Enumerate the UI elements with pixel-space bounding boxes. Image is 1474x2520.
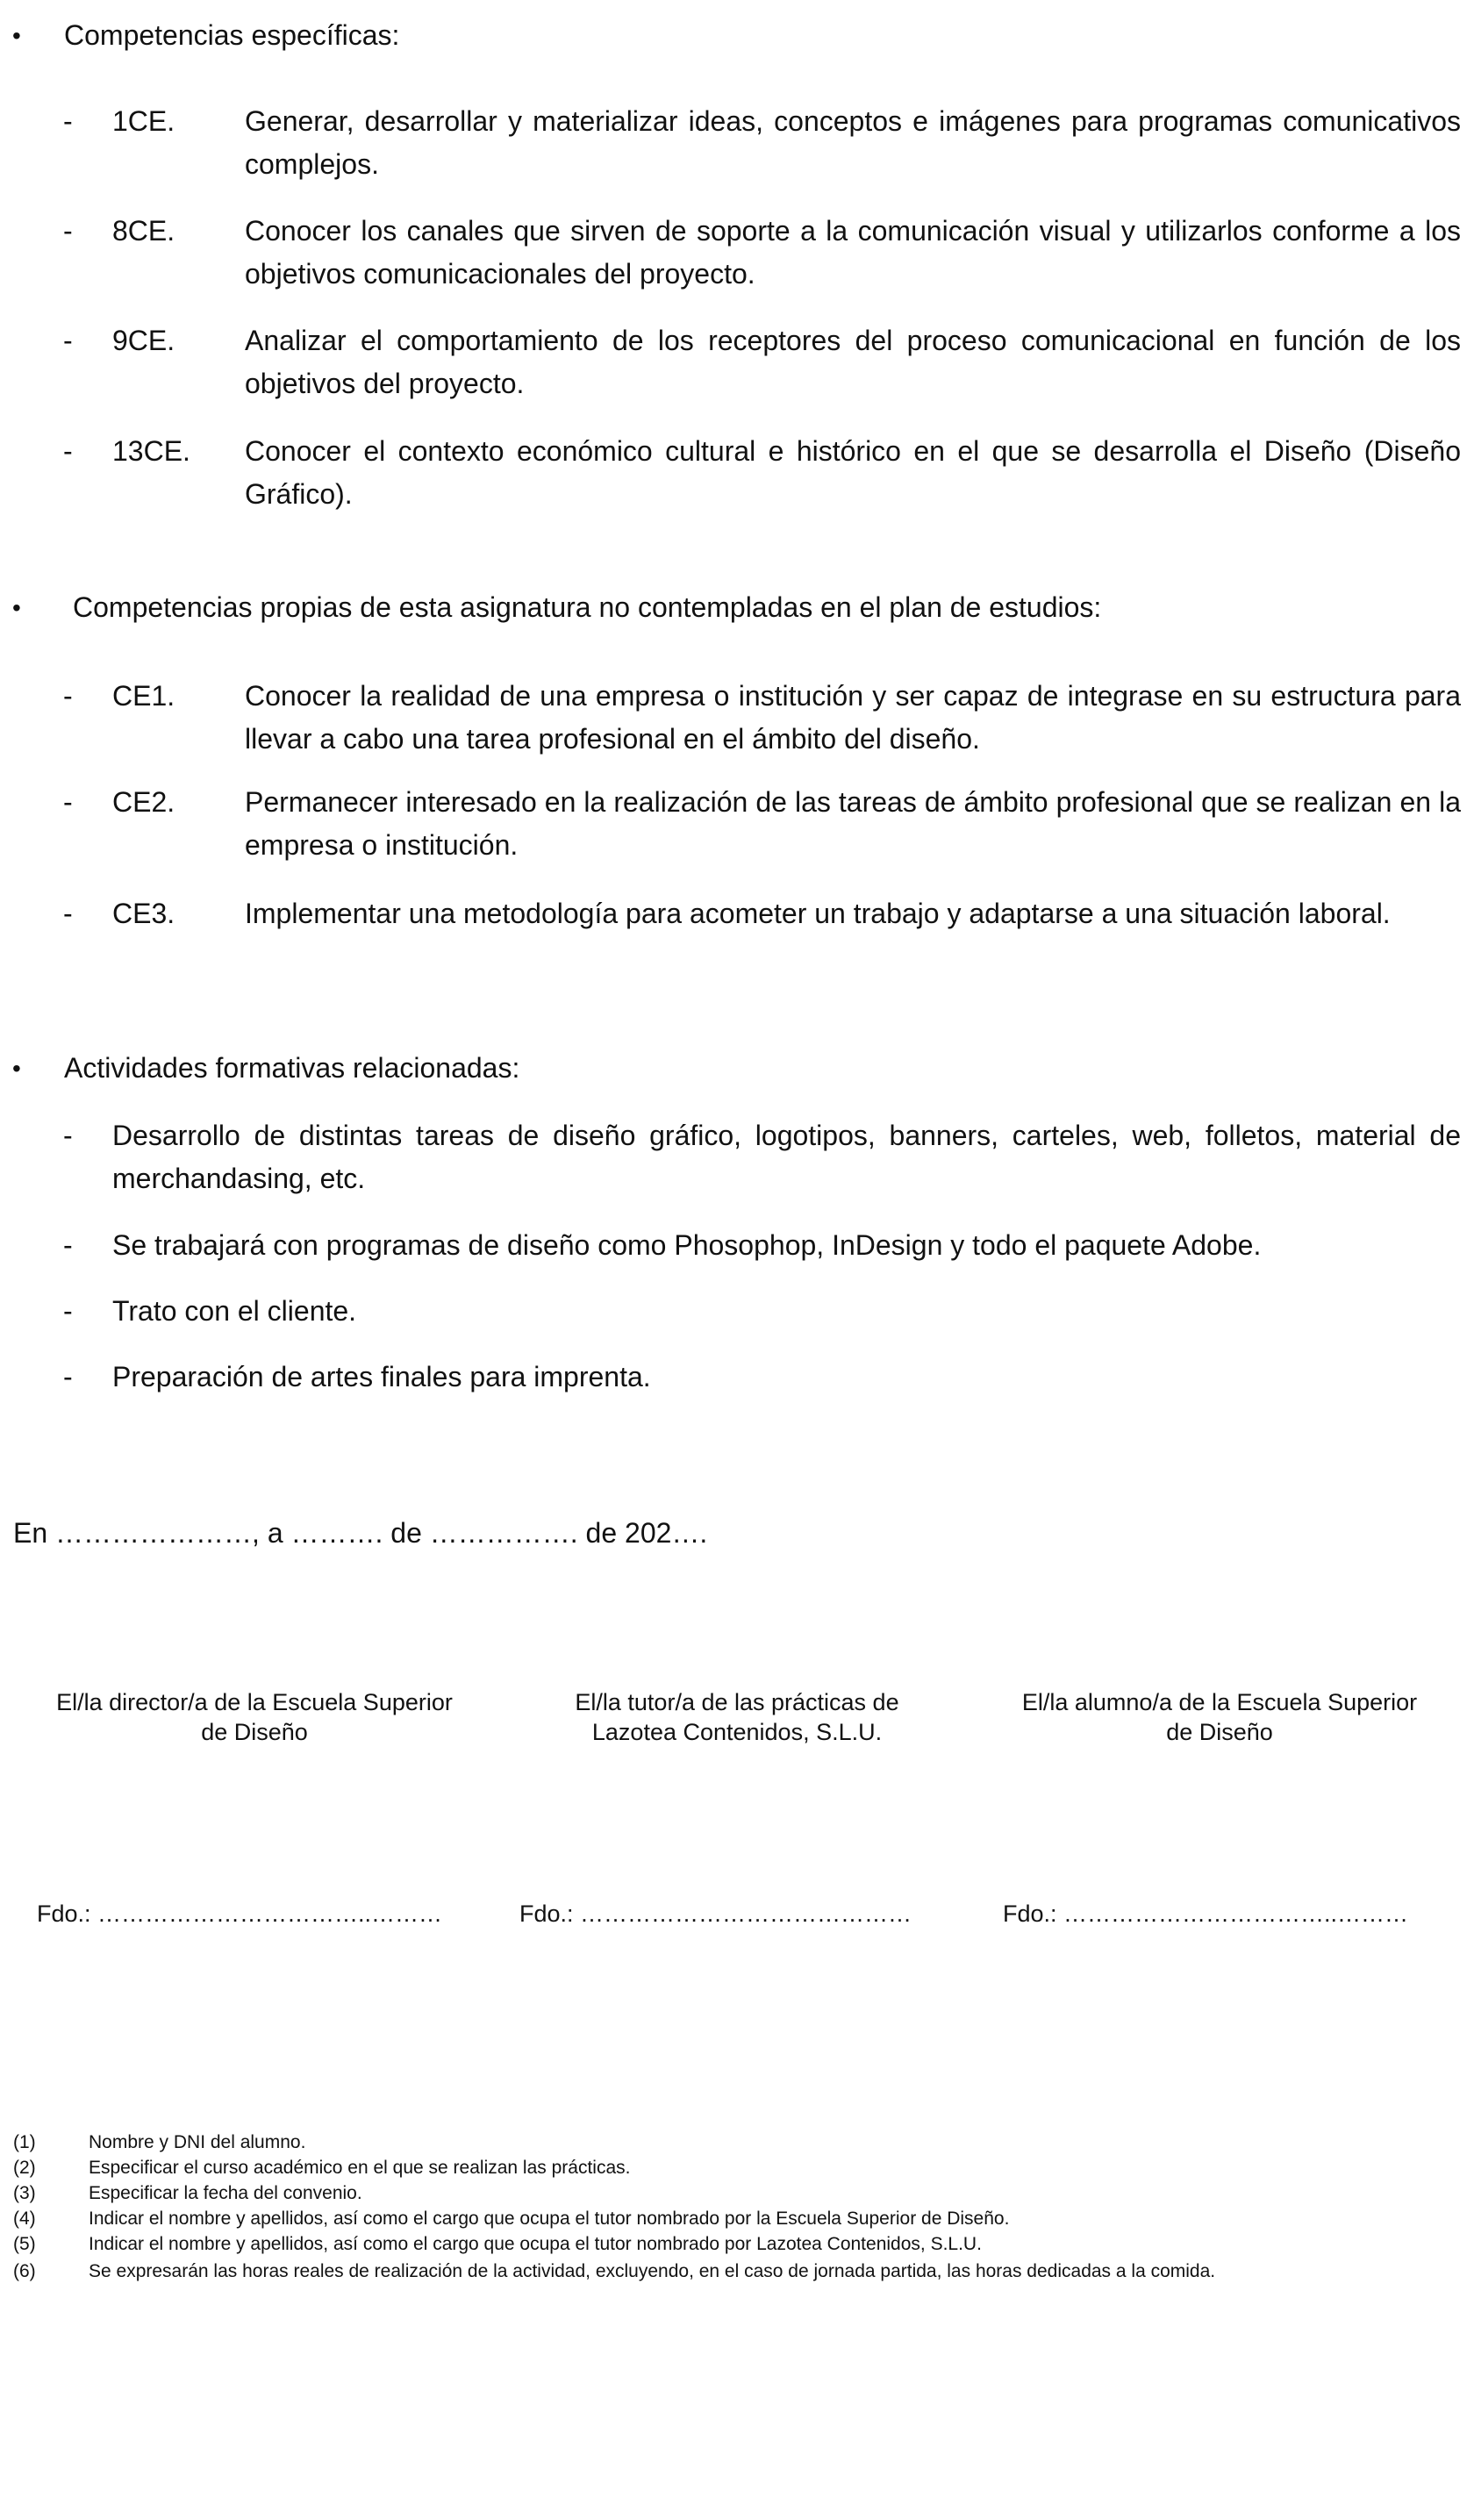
item-text: Analizar el comportamiento de los receptores del proceso comunicacional en función de los objetivos del proyecto. bbox=[245, 325, 1461, 399]
dash: - bbox=[63, 1361, 73, 1392]
footnote-text: Indicar el nombre y apellidos, así como el cargo que ocupa el tutor nombrado por la Escuela Superior de Diseño. bbox=[89, 2209, 1010, 2229]
item-text: Trato con el cliente. bbox=[112, 1295, 357, 1327]
section-title: Competencias específicas: bbox=[64, 19, 400, 51]
bullet: • bbox=[12, 594, 21, 621]
item-text: Implementar una metodología para acometer un trabajo y adaptarse a una situación laboral. bbox=[245, 898, 1391, 929]
item-code: 9CE. bbox=[112, 325, 175, 356]
footnote-number: (5) bbox=[13, 2234, 36, 2254]
footnote-number: (3) bbox=[13, 2183, 36, 2203]
footnote-text: Se expresarán las horas reales de realización de la actividad, excluyendo, en el caso de jornada partida, las horas dedicadas a la comida. bbox=[89, 2261, 1216, 2281]
list-item bbox=[0, 1114, 1474, 1202]
section-title: Actividades formativas relacionadas: bbox=[64, 1052, 520, 1084]
signature-title-line: El/la tutor/a de las prácticas de bbox=[575, 1689, 899, 1715]
signature-line-tutor: Fdo.: …………………………………… bbox=[519, 1901, 912, 1927]
item-text: Permanecer interesado en la realización de las tareas de ámbito profesional que se realizan en la empresa o institución. bbox=[245, 786, 1461, 861]
signature-title-line: de Diseño bbox=[201, 1719, 308, 1745]
footnote-number: (2) bbox=[13, 2158, 36, 2178]
dash: - bbox=[63, 105, 73, 137]
signature-line-student: Fdo.: ……………………………..……… bbox=[1003, 1901, 1409, 1927]
signature-title-student bbox=[1000, 1687, 1439, 1747]
list-item bbox=[0, 430, 1474, 518]
list-item bbox=[0, 675, 1474, 762]
dash: - bbox=[63, 325, 73, 356]
bullet: • bbox=[12, 22, 21, 49]
signature-title-line: de Diseño bbox=[1166, 1719, 1273, 1745]
dash: - bbox=[63, 215, 73, 247]
list-item bbox=[0, 100, 1474, 188]
signature-title-tutor bbox=[518, 1687, 956, 1747]
list-item bbox=[0, 781, 1474, 869]
footnote-number: (4) bbox=[13, 2209, 36, 2229]
footnote-text: Especificar el curso académico en el que se realizan las prácticas. bbox=[89, 2158, 631, 2178]
item-text: Desarrollo de distintas tareas de diseño gráfico, logotipos, banners, carteles, web, folletos, material de merchandasing, etc. bbox=[112, 1120, 1461, 1194]
item-text: Conocer los canales que sirven de soporte a la comunicación visual y utilizarlos conforme a los objetivos comunicacionales del proyecto. bbox=[245, 215, 1461, 290]
item-text: Generar, desarrollar y materializar ideas, conceptos e imágenes para programas comunicativos complejos. bbox=[245, 105, 1461, 180]
dash: - bbox=[63, 680, 73, 712]
item-code: CE2. bbox=[112, 786, 175, 818]
dash: - bbox=[63, 898, 73, 929]
footnote-number: (1) bbox=[13, 2132, 36, 2152]
dash: - bbox=[63, 435, 73, 467]
item-text: Conocer la realidad de una empresa o institución y ser capaz de integrase en su estructura para llevar a cabo una tarea profesional en el ámbito del diseño. bbox=[245, 680, 1461, 755]
item-code: 1CE. bbox=[112, 105, 175, 137]
list-item bbox=[0, 319, 1474, 407]
dash: - bbox=[63, 1120, 73, 1151]
item-text: Se trabajará con programas de diseño como Phosophop, InDesign y todo el paquete Adobe. bbox=[112, 1229, 1262, 1261]
dash: - bbox=[63, 1295, 73, 1327]
signature-title-line: El/la director/a de la Escuela Superior bbox=[56, 1689, 453, 1715]
dash: - bbox=[63, 786, 73, 818]
section-title: Competencias propias de esta asignatura no contempladas en el plan de estudios: bbox=[73, 591, 1102, 623]
dash: - bbox=[63, 1229, 73, 1261]
item-text: Conocer el contexto económico cultural e histórico en el que se desarrolla el Diseño (Diseño Gráfico). bbox=[245, 435, 1461, 510]
item-code: CE3. bbox=[112, 898, 175, 929]
signature-title-line: Lazotea Contenidos, S.L.U. bbox=[591, 1719, 883, 1745]
signature-line-director: Fdo.: ……………………………..……… bbox=[37, 1901, 443, 1927]
item-code: 13CE. bbox=[112, 435, 190, 467]
list-item bbox=[0, 210, 1474, 297]
footnote-text: Indicar el nombre y apellidos, así como el cargo que ocupa el tutor nombrado por Lazotea Contenidos, S.L.U. bbox=[89, 2234, 982, 2254]
signature-title-director bbox=[35, 1687, 474, 1747]
item-text: Preparación de artes finales para imprenta. bbox=[112, 1361, 651, 1392]
bullet: • bbox=[12, 1055, 21, 1082]
date-place-line: En …………………, a ………. de ……………. de 202…. bbox=[13, 1517, 708, 1549]
footnote-number: (6) bbox=[13, 2261, 36, 2281]
list-item bbox=[0, 892, 1474, 980]
item-code: CE1. bbox=[112, 680, 175, 712]
signature-title-line: El/la alumno/a de la Escuela Superior bbox=[1021, 1689, 1418, 1715]
item-code: 8CE. bbox=[112, 215, 175, 247]
footnote-text: Nombre y DNI del alumno. bbox=[89, 2132, 306, 2152]
footnote-text: Especificar la fecha del convenio. bbox=[89, 2183, 362, 2203]
